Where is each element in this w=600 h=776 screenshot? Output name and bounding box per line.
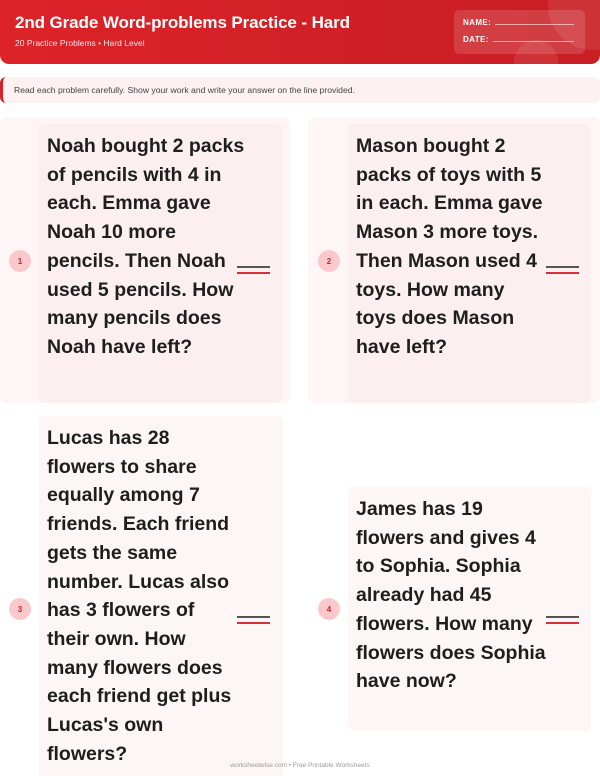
date-field[interactable]: [463, 35, 574, 44]
answer-line[interactable]: [546, 616, 579, 625]
problem-number-badge: 2: [318, 250, 340, 272]
problem-number-badge: 3: [9, 598, 31, 620]
worksheet-header: [0, 0, 600, 64]
answer-line[interactable]: [237, 266, 270, 275]
problem-text-panel: [39, 416, 283, 776]
answer-line[interactable]: [237, 616, 270, 625]
name-label: NAME:: [463, 18, 492, 27]
footer-credit: worksheetwise.com • Free Printable Worksheets: [230, 762, 370, 769]
date-label: DATE:: [463, 35, 489, 44]
date-line: [493, 41, 574, 42]
problem-card-2: [308, 117, 600, 403]
answer-line-bottom: [237, 272, 270, 274]
problem-number-badge: 1: [9, 250, 31, 272]
answer-line-bottom: [546, 272, 579, 274]
problem-text: Mason bought 2 packs of toys with 5 in each. Emma gave Mason 3 more toys. Then Mason used 4 toys. How many toys does Mason have left?: [356, 135, 543, 358]
problem-card-1: [0, 117, 290, 403]
page-subtitle: 20 Practice Problems • Hard Level: [15, 38, 145, 48]
name-date-box: [454, 10, 585, 54]
answer-line-top: [546, 266, 579, 268]
name-line: [495, 24, 574, 25]
answer-line-top: [237, 616, 270, 618]
problem-text: Lucas has 28 flowers to share equally among 7 friends. Each friend gets the same number. Lucas also has 3 flowers of their own. How many flowers does each friend get plus Lucas's own flowers?: [47, 427, 232, 765]
problem-text-panel: [39, 124, 283, 403]
problem-card-3: [0, 409, 290, 776]
answer-line-top: [546, 616, 579, 618]
problem-number-badge: 4: [318, 598, 340, 620]
problem-text: James has 19 flowers and gives 4 to Sophia. Sophia already had 45 flowers. How many flowers does Sophia have now?: [356, 498, 546, 693]
answer-line-top: [237, 266, 270, 268]
instruction-bar: Read each problem carefully. Show your work and write your answer on the line provided.: [0, 77, 600, 103]
name-field[interactable]: [463, 18, 574, 27]
problem-text-panel: [348, 487, 591, 731]
answer-line-bottom: [546, 622, 579, 624]
problem-card-4: [308, 409, 600, 739]
answer-line[interactable]: [546, 266, 579, 275]
problem-text-panel: [348, 124, 591, 403]
answer-line-bottom: [237, 622, 270, 624]
page-title: 2nd Grade Word-problems Practice - Hard: [15, 13, 350, 32]
problem-text: Noah bought 2 packs of pencils with 4 in each. Emma gave Noah 10 more pencils. Then Noah used 5 pencils. How many pencils does Noah have left?: [47, 135, 245, 358]
